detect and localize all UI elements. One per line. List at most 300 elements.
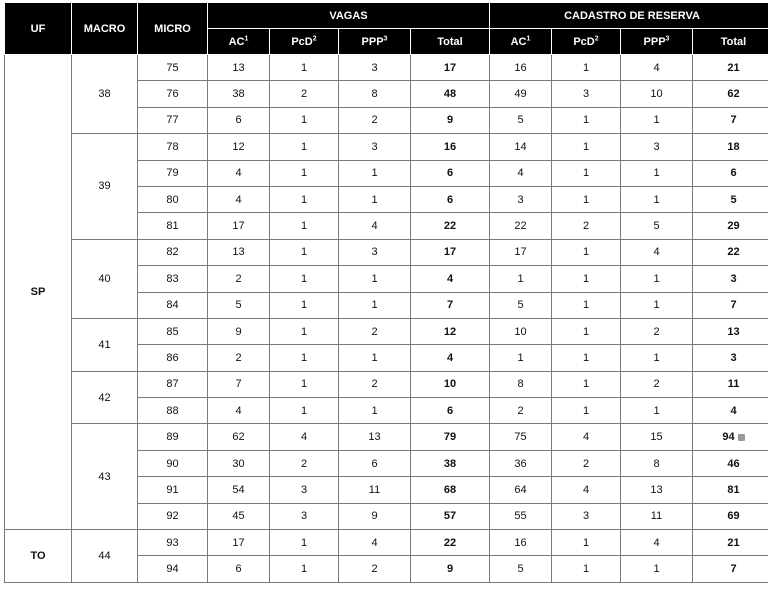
macro-cell: 39 [72,134,138,240]
vagas-pcd-value: 1 [300,114,308,127]
cadastro-ac-value: 36 [514,457,527,470]
vagas-total-cell [411,107,490,133]
vagas-ppp-cell [339,530,411,556]
vagas-ac-cell [208,160,270,186]
vagas-pcd-cell [270,81,339,107]
cadastro-ppp-value: 2 [653,378,660,391]
vagas-pcd-value: 1 [300,299,308,312]
vagas-pcd-cell [270,556,339,582]
micro-cell: 79 [138,160,208,186]
cadastro-total-cell [693,107,768,133]
vagas-pcd-cell [270,371,339,397]
vagas-total-value: 38 [443,457,457,470]
cadastro-pcd-value: 4 [582,483,590,496]
micro-cell: 83 [138,266,208,292]
cadastro-ac-value: 16 [514,61,527,74]
cadastro-ppp-value: 4 [653,246,660,259]
micro-cell: 82 [138,239,208,265]
vagas-ppp-cell [339,266,411,292]
cadastro-ac-header [490,29,552,55]
vagas-ppp-value: 8 [371,88,378,101]
cadastro-ppp-value: 5 [653,220,660,233]
cadastro-ac-value: 75 [514,431,527,444]
vagas-total-cell [411,371,490,397]
micro-cell: 85 [138,318,208,344]
subheader-label: PcD [291,35,313,48]
cadastro-ac-value: 3 [517,193,524,206]
cadastro-total-cell [693,450,768,476]
vagas-ppp-value: 2 [371,114,378,127]
table-row [5,371,768,397]
vagas-total-value: 22 [443,536,457,549]
vagas-ppp-cell [339,186,411,212]
vagas-ac-cell [208,424,270,450]
cadastro-ppp-value: 10 [650,88,663,101]
vagas-total-cell [411,213,490,239]
cadastro-total-cell [693,477,768,503]
cadastro-ac-value: 49 [514,88,527,101]
cadastro-total-value: 7 [730,114,737,127]
vagas-pcd-value: 1 [300,563,308,576]
cadastro-ac-cell [490,556,552,582]
vagas-pcd-cell [270,318,339,344]
vagas-pcd-cell [270,239,339,265]
micro-cell: 93 [138,530,208,556]
cadastro-pcd-value: 1 [582,299,590,312]
micro-cell: 75 [138,55,208,81]
vagas-ac-value: 17 [232,536,245,549]
cadastro-ppp-cell [621,160,693,186]
table-row [5,134,768,160]
vagas-pcd-value: 1 [300,61,308,74]
cadastro-ac-value: 22 [514,220,527,233]
vagas-total-value: 6 [446,193,454,206]
cadastro-ppp-cell [621,55,693,81]
vagas-pcd-value: 1 [300,325,308,338]
cadastro-pcd-value: 1 [582,272,590,285]
vagas-pcd-cell [270,266,339,292]
cadastro-pcd-cell [552,213,621,239]
vagas-ac-cell [208,266,270,292]
cadastro-ppp-cell [621,450,693,476]
cadastro-pcd-value: 1 [582,536,590,549]
table-row [5,530,768,556]
cadastro-ac-cell [490,292,552,318]
vagas-ppp-cell [339,134,411,160]
micro-cell: 90 [138,450,208,476]
vagas-ac-value: 2 [235,351,242,364]
vagas-total-cell [411,134,490,160]
vagas-ac-value: 4 [235,193,242,206]
cadastro-ac-cell [490,186,552,212]
vagas-ppp-cell [339,503,411,529]
vagas-ppp-value: 1 [371,272,378,285]
cadastro-pcd-cell [552,371,621,397]
cadastro-ac-cell [490,530,552,556]
vagas-pcd-header [270,29,339,55]
cadastro-ac-value: 17 [514,246,527,259]
vagas-pcd-cell [270,530,339,556]
cadastro-pcd-cell [552,160,621,186]
vagas-ac-value: 9 [235,325,242,338]
cadastro-pcd-value: 1 [582,378,590,391]
vagas-total-cell [411,81,490,107]
vagas-total-value: 4 [446,351,454,364]
vagas-pcd-value: 1 [300,272,308,285]
vagas-pcd-value: 2 [300,457,308,470]
vagas-ac-cell [208,345,270,371]
vagas-ppp-cell [339,239,411,265]
cadastro-ac-value: 2 [517,404,524,417]
macro-cell: 44 [72,530,138,583]
vagas-total-cell [411,160,490,186]
vagas-ppp-cell [339,81,411,107]
footnote-marker: 3 [665,34,670,42]
micro-header: MICRO [138,3,208,55]
uf-cell: SP [5,55,72,530]
cadastro-pcd-value: 1 [582,61,590,74]
vagas-ppp-cell [339,477,411,503]
cadastro-total-value: 69 [727,510,740,523]
vagas-ac-cell [208,55,270,81]
cadastro-pcd-value: 1 [582,563,590,576]
header-row-top [5,3,768,29]
cadastro-ac-value: 64 [514,483,527,496]
vagas-ac-value: 4 [235,404,242,417]
cadastro-total-cell [693,398,768,424]
subheader-label: Total [720,35,747,48]
vagas-total-cell [411,239,490,265]
cadastro-total-value: 5 [730,193,737,206]
cadastro-pcd-cell [552,503,621,529]
cadastro-pcd-cell [552,345,621,371]
cadastro-ppp-cell [621,213,693,239]
cadastro-ppp-cell [621,345,693,371]
micro-cell: 81 [138,213,208,239]
vagas-ppp-value: 3 [371,140,378,153]
cadastro-pcd-cell [552,318,621,344]
cadastro-total-cell [693,345,768,371]
vagas-total-value: 17 [443,61,457,74]
vagas-ac-cell [208,186,270,212]
vagas-total-value: 79 [443,431,457,444]
vagas-ac-value: 30 [232,457,245,470]
vagas-pcd-cell [270,186,339,212]
cadastro-ac-cell [490,503,552,529]
cadastro-ppp-value: 1 [653,563,660,576]
cadastro-ppp-cell [621,266,693,292]
cadastro-total-cell [693,213,768,239]
vagas-ac-value: 38 [232,88,245,101]
footnote-marker: 3 [383,34,388,42]
vagas-ppp-cell [339,292,411,318]
vagas-ppp-value: 2 [371,563,378,576]
micro-cell: 84 [138,292,208,318]
cadastro-total-value: 4 [730,404,737,417]
vagas-ac-value: 7 [235,378,242,391]
cadastro-total-cell [693,530,768,556]
cadastro-ac-value: 8 [517,378,524,391]
vagas-pcd-value: 3 [300,483,308,496]
vagas-ppp-cell [339,398,411,424]
cadastro-ppp-value: 1 [653,404,660,417]
cadastro-total-value: 29 [727,220,740,233]
cadastro-ac-cell [490,213,552,239]
vagas-ac-cell [208,81,270,107]
cadastro-ppp-cell [621,239,693,265]
subheader-label: AC [228,35,245,48]
vagas-pcd-value: 1 [300,246,308,259]
vagas-ppp-value: 1 [371,299,378,312]
cadastro-pcd-value: 1 [582,114,590,127]
vagas-total-value: 12 [443,325,457,338]
cadastro-total-cell [693,556,768,582]
macro-cell: 38 [72,55,138,134]
uf-cell: TO [5,530,72,583]
cadastro-ppp-value: 1 [653,299,660,312]
cadastro-ac-cell [490,477,552,503]
cadastro-header: CADASTRO DE RESERVA [490,3,768,29]
cadastro-total-value: 94 [722,431,735,444]
cadastro-ac-cell [490,107,552,133]
cadastro-pcd-cell [552,292,621,318]
vagas-ppp-value: 4 [371,536,378,549]
cadastro-ppp-cell [621,503,693,529]
cadastro-ac-cell [490,424,552,450]
cadastro-ppp-value: 13 [650,483,663,496]
subheader-label: PcD [573,35,595,48]
vagas-total-cell [411,424,490,450]
table-row [5,55,768,81]
vagas-total-cell [411,503,490,529]
cadastro-pcd-value: 3 [582,510,590,523]
vagas-ac-header [208,29,270,55]
cadastro-pcd-value: 3 [582,88,590,101]
vagas-pcd-value: 4 [300,431,308,444]
vagas-ac-value: 5 [235,299,242,312]
micro-cell: 89 [138,424,208,450]
vagas-ppp-cell [339,345,411,371]
cadastro-ppp-cell [621,477,693,503]
cadastro-ac-value: 4 [517,167,524,180]
cadastro-ppp-cell [621,186,693,212]
cadastro-ac-cell [490,450,552,476]
vagas-total-cell [411,345,490,371]
vagas-pcd-cell [270,55,339,81]
vagas-ppp-cell [339,556,411,582]
uf-header: UF [5,3,72,55]
cadastro-ac-value: 10 [514,325,527,338]
cadastro-total-cell [693,266,768,292]
vagas-ac-cell [208,318,270,344]
vagas-total-cell [411,530,490,556]
table-row [5,318,768,344]
subheader-label: PPP [361,35,384,48]
vagas-total-value: 10 [443,378,457,391]
vagas-total-value: 9 [446,563,454,576]
cadastro-total-value: 21 [727,536,740,549]
micro-cell: 80 [138,186,208,212]
cadastro-total-header [693,29,768,55]
vagas-ac-value: 54 [232,483,245,496]
vagas-total-value: 6 [446,167,454,180]
cadastro-pcd-cell [552,450,621,476]
vagas-ac-value: 62 [232,431,245,444]
vagas-pcd-cell [270,107,339,133]
cadastro-total-value: 46 [727,457,740,470]
vagas-ppp-value: 3 [371,61,378,74]
footnote-marker: 1 [526,34,531,42]
macro-cell: 43 [72,424,138,530]
vagas-ppp-cell [339,424,411,450]
vagas-ac-cell [208,398,270,424]
vagas-total-cell [411,266,490,292]
vagas-ppp-cell [339,318,411,344]
vagas-pcd-value: 1 [300,193,308,206]
vagas-ppp-cell [339,371,411,397]
cadastro-ppp-value: 1 [653,167,660,180]
macro-header: MACRO [72,3,138,55]
vagas-total-value: 4 [446,272,454,285]
vagas-ac-cell [208,556,270,582]
vagas-pcd-value: 3 [300,510,308,523]
vagas-ac-value: 6 [235,114,242,127]
cadastro-ppp-value: 15 [650,431,663,444]
footnote-marker: 1 [244,34,249,42]
cadastro-pcd-cell [552,477,621,503]
cadastro-total-cell [693,318,768,344]
vagas-total-value: 7 [446,299,454,312]
vagas-header: VAGAS [208,3,490,29]
micro-cell: 87 [138,371,208,397]
comment-icon [738,434,745,441]
vagas-pcd-cell [270,134,339,160]
footnote-marker: 2 [594,34,599,42]
cadastro-ppp-cell [621,398,693,424]
cadastro-total-value: 11 [727,378,740,391]
cadastro-ac-cell [490,160,552,186]
vagas-total-value: 48 [443,88,457,101]
cadastro-total-cell [693,371,768,397]
cadastro-ac-cell [490,318,552,344]
vagas-ppp-value: 9 [371,510,378,523]
cadastro-ppp-cell [621,107,693,133]
micro-cell: 78 [138,134,208,160]
vagas-pcd-value: 1 [300,140,308,153]
vagas-ppp-value: 2 [371,378,378,391]
vagas-ac-value: 13 [232,246,245,259]
vagas-pcd-cell [270,160,339,186]
vagas-total-header [411,29,490,55]
micro-cell: 77 [138,107,208,133]
vagas-pcd-cell [270,292,339,318]
subheader-label: Total [437,35,463,48]
micro-cell: 86 [138,345,208,371]
cadastro-total-value: 7 [730,299,737,312]
vagas-ppp-cell [339,107,411,133]
vagas-total-cell [411,318,490,344]
vagas-pcd-value: 1 [300,536,308,549]
cadastro-pcd-cell [552,239,621,265]
cadastro-pcd-cell [552,266,621,292]
footnote-marker: 2 [312,34,317,42]
vagas-pcd-cell [270,213,339,239]
vagas-ac-cell [208,239,270,265]
cadastro-ac-cell [490,266,552,292]
vagas-ac-cell [208,450,270,476]
vagas-ppp-cell [339,450,411,476]
cadastro-ppp-value: 1 [653,193,660,206]
subheader-label: PPP [643,35,666,48]
vagas-ac-cell [208,503,270,529]
vagas-total-cell [411,477,490,503]
cadastro-pcd-cell [552,186,621,212]
cadastro-ac-cell [490,371,552,397]
table-header [5,3,768,55]
macro-cell: 40 [72,239,138,318]
vagas-pcd-cell [270,424,339,450]
vagas-pcd-cell [270,450,339,476]
micro-cell: 88 [138,398,208,424]
vagas-pcd-cell [270,345,339,371]
cadastro-ac-cell [490,81,552,107]
vagas-total-cell [411,556,490,582]
vagas-pcd-value: 1 [300,378,308,391]
cadastro-ppp-cell [621,371,693,397]
cadastro-ppp-cell [621,424,693,450]
cadastro-total-value: 22 [727,246,740,259]
cadastro-total-value: 21 [727,61,740,74]
cadastro-pcd-cell [552,107,621,133]
vagas-ppp-value: 1 [371,193,378,206]
vagas-ppp-value: 4 [371,220,378,233]
vagas-total-cell [411,398,490,424]
cadastro-total-value: 6 [730,167,737,180]
cadastro-total-cell [693,134,768,160]
vagas-ac-cell [208,134,270,160]
table-row [5,424,768,450]
cadastro-pcd-value: 1 [582,140,590,153]
cadastro-ppp-value: 3 [653,140,660,153]
vagas-total-cell [411,55,490,81]
cadastro-ppp-value: 11 [650,510,663,523]
vagas-pcd-cell [270,398,339,424]
vagas-ac-cell [208,530,270,556]
vagas-total-value: 22 [443,220,457,233]
vagas-ppp-value: 11 [368,483,381,496]
cadastro-pcd-value: 1 [582,193,590,206]
cadastro-total-value: 7 [730,563,737,576]
vagas-pcd-cell [270,477,339,503]
vagas-total-value: 57 [443,510,457,523]
cadastro-total-cell [693,81,768,107]
cadastro-pcd-cell [552,398,621,424]
cadastro-ac-value: 5 [517,114,524,127]
cadastro-ppp-header [621,29,693,55]
cadastro-total-cell [693,186,768,212]
cadastro-ac-cell [490,239,552,265]
cadastro-pcd-cell [552,81,621,107]
vagas-ac-value: 45 [232,510,245,523]
cadastro-ppp-cell [621,134,693,160]
table-row [5,239,768,265]
vagas-ac-cell [208,477,270,503]
vagas-pcd-value: 1 [300,167,308,180]
cadastro-ac-cell [490,134,552,160]
cadastro-ac-value: 1 [517,272,524,285]
cadastro-total-cell [693,292,768,318]
vagas-ac-cell [208,213,270,239]
